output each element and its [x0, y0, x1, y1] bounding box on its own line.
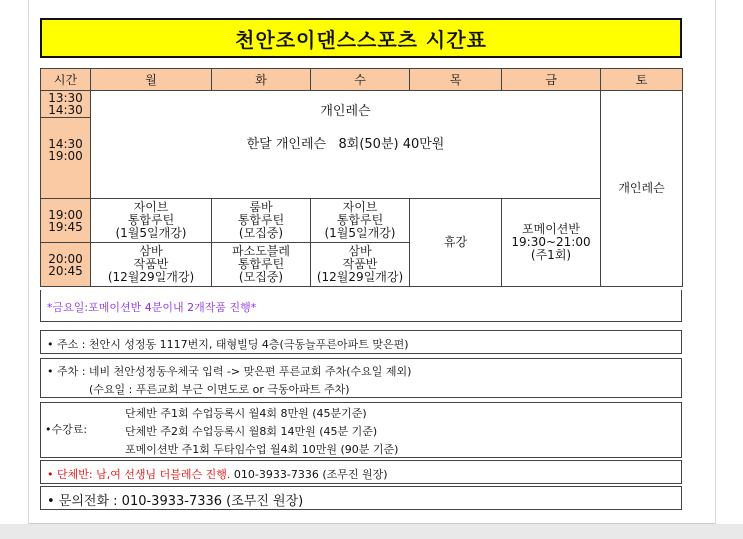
- class-mon-1-text: 자이브 통합루틴 (1월5일개강): [115, 200, 187, 240]
- parking-line-1: • 주차 : 네비 천안성정동우체국 입력 -> 맞은편 푸른교회 주차(수요일 제외): [47, 365, 412, 378]
- class-fri-text: 포메이션반 19:30~21:00 (주1회): [511, 222, 591, 262]
- friday-note-row: [40, 290, 682, 322]
- class-wed-1: [311, 199, 410, 243]
- group-note-contact: 010-3933-7336 (조무진 원장): [230, 468, 388, 481]
- header-sat: 토: [601, 69, 683, 91]
- class-mon-2: [91, 243, 212, 287]
- contact-row: [40, 486, 682, 510]
- parking-line-2: (수요일 : 푸른교회 부근 이면도로 or 극동아파트 주차): [89, 383, 350, 396]
- time-1900-text: 19:00 19:45: [48, 207, 83, 234]
- class-thu-text: 휴강: [443, 235, 468, 249]
- saturday-private-text: 개인레슨: [618, 181, 665, 195]
- time-2000: [41, 243, 91, 287]
- group-note: [47, 466, 388, 482]
- saturday-private: [601, 91, 683, 287]
- class-thu: [410, 199, 502, 287]
- class-fri: [502, 199, 601, 287]
- time-1900: [41, 199, 91, 243]
- group-row: [40, 460, 682, 484]
- friday-note: *금요일:포메이션반 4분이내 2개작품 진행*: [47, 301, 257, 314]
- class-tue-2: [212, 243, 311, 287]
- class-mon-2-text: 삼바 작품반 (12월29일개강): [107, 244, 195, 284]
- class-mon-1: [91, 199, 212, 243]
- fee-label: •수강료:: [45, 423, 88, 436]
- bottom-bar: [0, 524, 743, 539]
- row-1900: [41, 199, 683, 243]
- group-note-highlight: • 단체반: 남,여 선생님 더블레슨 진행.: [47, 468, 231, 481]
- address-row: [40, 330, 682, 354]
- header-wed: 수: [311, 69, 410, 91]
- header-time: 시간: [41, 69, 91, 91]
- header-row: [41, 69, 683, 91]
- class-tue-1: [212, 199, 311, 243]
- header-tue: 화: [212, 69, 311, 91]
- private-lesson-label: 개인레슨: [320, 104, 371, 119]
- private-lesson-detail: 한달 개인레슨 8회(50분) 40만원: [246, 137, 445, 152]
- fee-line-2: 단체반 주2회 수업등록시 월8회 14만원 (45분 기준): [125, 425, 378, 438]
- time-1330: [41, 91, 91, 118]
- page-title: 천안조이댄스스포츠 시간표: [40, 18, 682, 58]
- contact-text: • 문의전화 : 010-3933-7336 (조무진 원장): [47, 494, 304, 509]
- class-wed-2-text: 삼바 작품반 (12월29일개강): [316, 244, 404, 284]
- time-1330-text: 13:30 14:30: [48, 91, 83, 117]
- class-tue-1-text: 룸바 통합루틴 (모집중): [237, 200, 285, 240]
- class-wed-1-text: 자이브 통합루틴 (1월5일개강): [324, 200, 396, 240]
- timetable: [40, 68, 683, 287]
- time-1430: [41, 118, 91, 199]
- time-1430-text: 14:30 19:00: [48, 137, 83, 163]
- address-text: • 주소 : 천안시 성정동 1117번지, 태형빌딩 4층(극동늘푸른아파트 맞은편): [47, 338, 409, 351]
- class-wed-2: [311, 243, 410, 287]
- time-2000-text: 20:00 20:45: [48, 251, 83, 278]
- fee-row: [40, 402, 682, 458]
- header-mon: 월: [91, 69, 212, 91]
- header-thu: 목: [410, 69, 502, 91]
- parking-row: [40, 358, 682, 398]
- private-lesson-block: [91, 91, 601, 199]
- row-1330: [41, 91, 683, 118]
- fee-line-1: 단체반 주1회 수업등록시 월4회 8만원 (45분기준): [125, 407, 367, 420]
- header-fri: 금: [502, 69, 601, 91]
- fee-line-3: 포메이션반 주1회 두타임수업 월4회 10만원 (90분 기준): [125, 443, 399, 456]
- class-tue-2-text: 파소도블레 통합루틴 (모집중): [232, 244, 290, 284]
